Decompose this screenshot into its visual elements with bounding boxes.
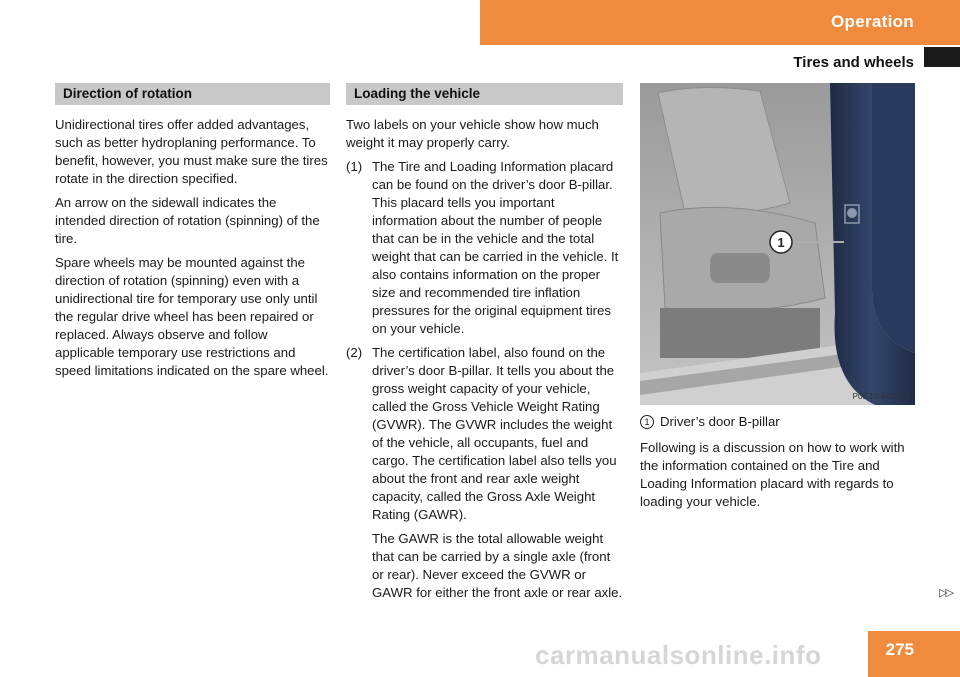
b-pillar-photo — [640, 83, 915, 405]
loading-the-vehicle-heading: Loading the vehicle — [346, 83, 623, 105]
right-column — [640, 83, 915, 517]
list-item-text: The Tire and Loading Information placard can be found on the driver’s door B-pillar. This placard tells you important information about the number of people that can be in the vehicle and the total weight that can be carried in the vehicle. It also contains information on the proper size and recommended tire inflation pressures for the original equipment tires on your vehicle. — [372, 159, 619, 336]
continue-arrows-icon: ▷▷ — [939, 587, 952, 599]
section-title: Operation — [831, 12, 914, 31]
page-number: 275 — [885, 640, 914, 659]
list-item — [346, 158, 623, 338]
list-item-number: (1) — [346, 159, 363, 174]
image-code: P00.10-4437-31 — [852, 392, 910, 401]
watermark: carmanualsonline.info — [535, 640, 822, 670]
subsection-title: Tires and wheels — [793, 54, 914, 71]
paragraph: An arrow on the sidewall indicates the intended direction of rotation (spinning) of the tire. — [55, 195, 320, 246]
intro-paragraph: Two labels on your vehicle show how much weight it may properly carry. — [346, 117, 599, 150]
paragraph: Spare wheels may be mounted against the direction of rotation (spinning) even with a unidirectional tire for temporary use only until the regular drive wheel has been repaired or replaced. Always observe and follow applicable temporary use restrictions and speed limitations indicated on the spare wheel. — [55, 255, 329, 378]
section-tab-marker — [924, 47, 960, 67]
list-item-text: The certification label, also found on the driver’s door B-pillar. It tells you about the gross weight capacity of your vehicle, called the Gross Vehicle Weight Rating (GVWR). The GVWR includes the weight of the vehicle, all occupants, fuel and cargo. The certification label also tells you about the front and rear axle weight capacity, called the Gross Axle Weight Rating (GAWR). — [372, 345, 617, 522]
caption-number: 1 — [640, 415, 654, 429]
list-item-number: (2) — [346, 345, 363, 360]
photo-caption — [640, 413, 915, 431]
direction-of-rotation-heading: Direction of rotation — [55, 83, 330, 105]
caption-text: Driver’s door B-pillar — [660, 414, 780, 429]
paragraph: Unidirectional tires offer added advantages, such as better hydroplaning performance. To benefit, however, you must make sure the tires rotate in the direction specified. — [55, 117, 328, 186]
photo-callout-number: 1 — [777, 235, 785, 250]
left-column — [55, 83, 330, 386]
paragraph: Following is a discussion on how to work with the information contained on the Tire and Loading Information placard with regards to loading your vehicle. — [640, 440, 905, 509]
page-number-box — [868, 631, 960, 677]
list-item — [346, 344, 623, 524]
gawr-note: The GAWR is the total allowable weight that can be carried by a single axle (front or rear). Never exceed the GVWR or GAWR for either the front axle or rear axle. — [372, 531, 623, 600]
middle-column — [346, 83, 623, 608]
